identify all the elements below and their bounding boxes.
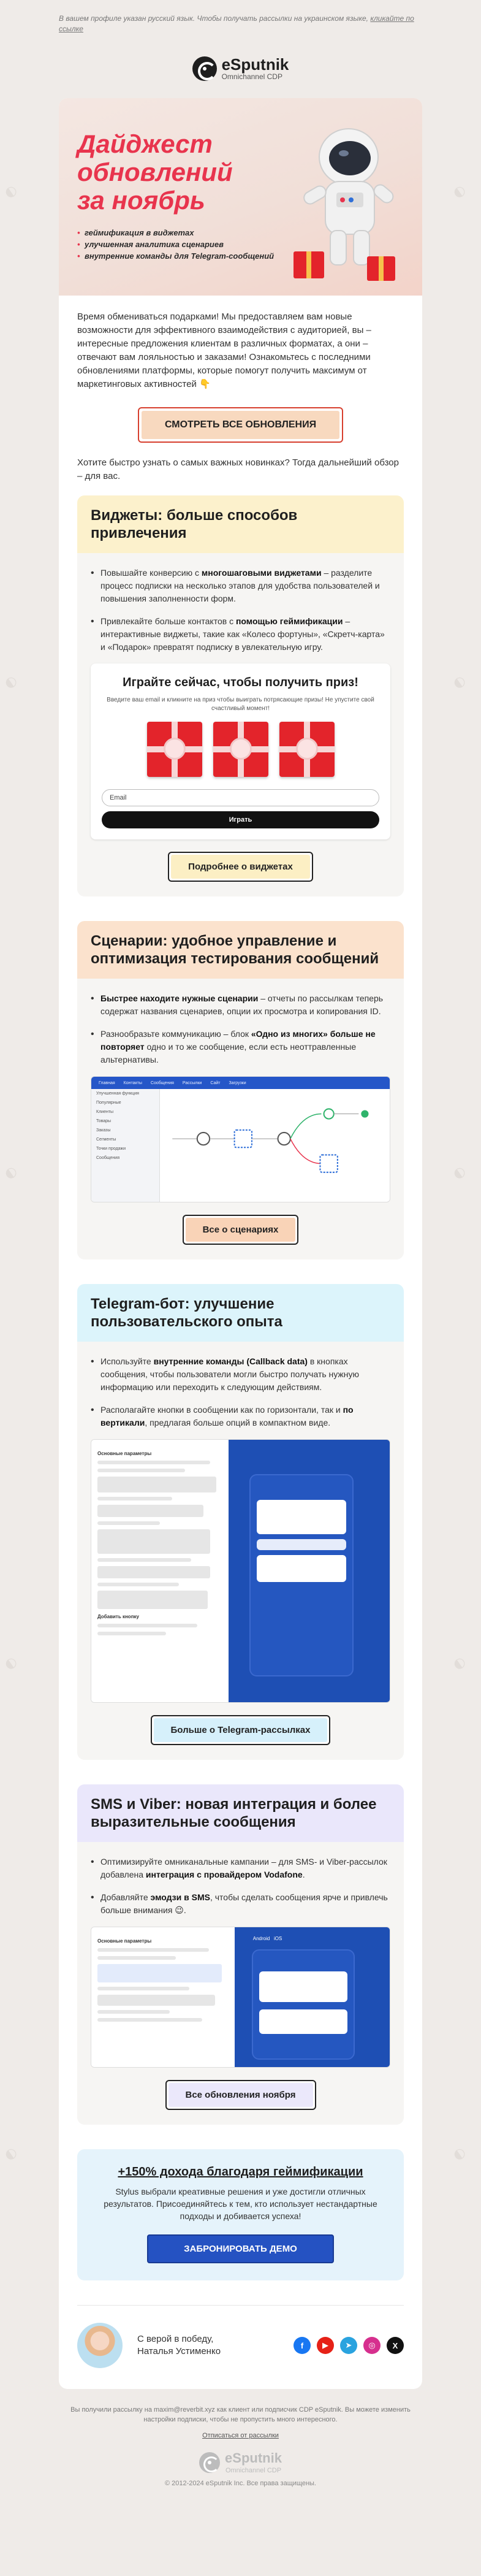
signature-line: С верой в победу, xyxy=(137,2334,214,2344)
subscription-settings-link[interactable]: изменить настройки подписки xyxy=(143,2406,411,2423)
watermark-icon: ◐ xyxy=(1,672,20,692)
scenarios-bullet: • Быстрее находите нужные сценарии – отчеты по рассылкам теперь содержат названия сценариев, опции их просмотра и копирования ID. xyxy=(91,992,390,1018)
social-links xyxy=(294,2337,404,2354)
footer-brand-tagline: Omnichannel CDP xyxy=(225,2467,282,2474)
instagram-icon[interactable]: ◎ xyxy=(363,2337,381,2354)
astronaut-illustration-icon xyxy=(294,120,398,286)
widgets-more-button[interactable] xyxy=(168,852,313,882)
esputnik-logo-icon xyxy=(192,56,217,81)
signature-text xyxy=(137,2333,294,2358)
brand-logo[interactable] xyxy=(0,54,481,83)
gift-box-icon xyxy=(147,722,202,777)
gift-box-icon xyxy=(279,722,335,777)
email-card xyxy=(59,98,422,2389)
telegram-more-button-label: Больше о Telegram-рассылках xyxy=(154,1718,328,1742)
telegram-bullet: • Располагайте кнопки в сообщении как по горизонтали, так и по вертикали, предлагая больше опций в компактном виде. xyxy=(91,1404,390,1429)
brand-name: eSputnik xyxy=(221,55,289,74)
scenario-preview-nav xyxy=(91,1077,390,1089)
widgets-section xyxy=(77,495,404,896)
telegram-phone-preview xyxy=(229,1440,390,1702)
hero-title xyxy=(77,130,233,215)
gift-box-icon xyxy=(213,722,268,777)
widgets-bullet: • Привлекайте больше контактов с помощью геймификации – интерактивные виджеты, такие как «Колесо фортуны», «Скретч-карта» и «Подарок» превратят подписку в увлекательную игру. xyxy=(91,615,390,654)
telegram-preview-settings xyxy=(91,1440,229,1702)
telegram-icon[interactable]: ➤ xyxy=(340,2337,357,2354)
watermark-icon: ◐ xyxy=(450,2144,469,2164)
footer-brand-name: eSputnik xyxy=(225,2450,282,2466)
scenario-nav-item: Сообщения xyxy=(150,1080,174,1085)
watermark-icon: ◐ xyxy=(1,1163,20,1183)
widget-preview-title: Играйте сейчас, чтобы получить приз! xyxy=(123,676,358,689)
brand-tagline: Omnichannel CDP xyxy=(221,72,282,81)
scenarios-section xyxy=(77,921,404,1259)
scenario-flow-diagram-icon xyxy=(160,1089,390,1202)
scenarios-section-title: Сценарии: удобное управление и оптимизация тестирования сообщений xyxy=(77,921,404,979)
preheader-language-link[interactable]: кликайте по ссылке xyxy=(59,14,414,33)
gamification-widget-preview[interactable] xyxy=(91,663,390,839)
esputnik-logo-icon xyxy=(199,2452,220,2473)
youtube-icon[interactable]: ▶ xyxy=(317,2337,334,2354)
footer xyxy=(59,2389,422,2487)
sms-viber-section-title: SMS и Viber: новая интеграция и более выразительные сообщения xyxy=(77,1784,404,1842)
watermark-icon: ◐ xyxy=(450,1163,469,1183)
widget-preview-text: Введите ваш email и кликните на приз чтобы выиграть потрясающие призы! Не упустите свой счастливый момент! xyxy=(107,697,374,712)
all-updates-button-label: СМОТРЕТЬ ВСЕ ОБНОВЛЕНИЯ xyxy=(142,411,339,439)
sms-tab-android: Android xyxy=(252,1936,270,1941)
scenario-preview-sidebar: Улучшенная функция Популярные Клиенты Товары Заказы Сегменты Точки продажи Сообщения xyxy=(91,1089,160,1202)
scenario-nav-item: Загрузки xyxy=(229,1080,246,1085)
sms-editor-preview[interactable] xyxy=(91,1927,390,2068)
unsubscribe-link[interactable] xyxy=(59,2432,422,2439)
scenario-nav-item: Главная xyxy=(99,1080,115,1085)
widgets-more-button-label: Подробнее о виджетах xyxy=(171,855,310,879)
scenarios-bullet: • Разнообразьте коммуникацию – блок «Одно из многих» больше не повторяет одно и то же сообщение, если есть неоттравленные альтернативы. xyxy=(91,1028,390,1066)
copyright: © 2012-2024 eSputnik Inc. Все права защищены. xyxy=(164,2480,316,2487)
sms-preview-settings xyxy=(91,1927,235,2067)
scenarios-more-button[interactable] xyxy=(183,1215,299,1245)
telegram-more-button[interactable] xyxy=(151,1715,331,1745)
widgets-bullet: • Повышайте конверсию с многошаговыми виджетами – разделите процесс подписки на несколько этапов для удобства пользователей и повышения заполненности форм. xyxy=(91,567,390,605)
watermark-icon: ◐ xyxy=(1,2144,20,2164)
watermark-icon: ◐ xyxy=(450,672,469,692)
scenario-nav-item: Контакты xyxy=(123,1080,142,1085)
promo-title[interactable]: +150% дохода благодаря геймификации xyxy=(118,2165,363,2179)
telegram-section-title: Telegram-бот: улучшение пользовательского опыта xyxy=(77,1284,404,1342)
hero-bullet: • внутренние команды для Telegram-сообщений xyxy=(77,250,274,262)
widgets-section-title: Виджеты: больше способов привлечения xyxy=(77,495,404,553)
telegram-editor-preview[interactable] xyxy=(91,1439,390,1703)
hero-title-line: Дайджест xyxy=(77,129,213,158)
book-demo-button[interactable]: ЗАБРОНИРОВАТЬ ДЕМО xyxy=(147,2234,334,2263)
promo-block xyxy=(77,2149,404,2280)
sms-phone-preview xyxy=(235,1927,390,2067)
footer-email-link[interactable]: maxim@reverbit.xyz xyxy=(154,2406,215,2414)
signature xyxy=(77,2305,404,2389)
sms-bullet: • Добавляйте эмодзи в SMS, чтобы сделать сообщения ярче и привлечь больше внимания 😉. xyxy=(91,1891,390,1917)
facebook-icon[interactable]: f xyxy=(294,2337,311,2354)
hero-title-line: обновлений xyxy=(77,158,233,186)
hero-bullet: • улучшенная аналитика сценариев xyxy=(77,239,274,250)
scenario-nav-item: Рассылки xyxy=(182,1080,202,1085)
watermark-icon: ◐ xyxy=(450,182,469,202)
preheader-text: В вашем профиле указан русский язык. Чтобы получать рассылки на украинском языке, xyxy=(59,14,369,23)
sms-all-updates-button-label: Все обновления ноября xyxy=(169,2083,313,2107)
intro-text: Время обмениваться подарками! Мы предоставляем вам новые возможности для эффективного взаимодействия с аудиторией, вы – интересные предложения клиентам в различных форматах, а они – отвечают вам лояльностью и заказами! Ознакомьтесь с последними обновлениями платформы, которые помогут получить максимум от маркетинговых активностей 👇 xyxy=(77,311,371,389)
telegram-bullet: • Используйте внутренние команды (Callback data) в кнопках сообщения, чтобы пользователи могли быстро получать нужную информацию или переходить к следующим действиям. xyxy=(91,1355,390,1394)
sms-viber-section xyxy=(77,1784,404,2125)
footer-note: Вы получили рассылку на maxim@reverbit.xyz как клиент или подписчик CDP eSputnik. Вы можете изменить настройки подписки, чтобы не пропустить много интересного. xyxy=(70,2406,411,2423)
hero-bullet: • геймификация в виджетах xyxy=(77,227,274,239)
sms-preview-label: Основные параметры xyxy=(97,1938,152,1944)
lead-text: Хотите быстро узнать о самых важных новинках? Тогда дальнейший обзор – для вас. xyxy=(77,457,399,481)
promo-text: Stylus выбрали креативные решения и уже достигли отличных результатов. Присоединяйтесь к тем, кто использует нестандартные подходы и добивается успеха! xyxy=(104,2187,377,2221)
gift-boxes xyxy=(102,722,379,777)
unsubscribe-link-label: Отписаться от рассылки xyxy=(202,2432,279,2439)
hero-banner[interactable] xyxy=(59,98,422,296)
sms-all-updates-button[interactable] xyxy=(165,2080,316,2110)
telegram-preview-label: Основные параметры xyxy=(97,1451,152,1456)
scenario-editor-preview[interactable] xyxy=(91,1076,390,1202)
telegram-section xyxy=(77,1284,404,1760)
hero-title-line: за ноябрь xyxy=(77,186,205,215)
x-icon[interactable]: X xyxy=(387,2337,404,2354)
signature-name: Наталья Устименко xyxy=(137,2346,221,2356)
watermark-icon: ◐ xyxy=(1,182,20,202)
sms-tab-ios: iOS xyxy=(274,1936,282,1941)
all-updates-button[interactable] xyxy=(138,407,343,443)
hero-bullets xyxy=(77,227,274,262)
watermark-icon: ◐ xyxy=(1,1653,20,1673)
telegram-preview-add-button: Добавить кнопку xyxy=(97,1614,139,1619)
avatar xyxy=(77,2323,123,2368)
scenarios-more-button-label: Все о сценариях xyxy=(186,1218,296,1242)
sms-bullet: • Оптимизируйте омниканальные кампании – для SMS- и Viber-рассылок добавлена интеграция с провайдером Vodafone. xyxy=(91,1856,390,1881)
preheader xyxy=(59,0,422,34)
scenario-nav-item: Сайт xyxy=(210,1080,221,1085)
widget-email-input: Email xyxy=(102,789,379,806)
watermark-icon: ◐ xyxy=(450,1653,469,1673)
footer-logo[interactable] xyxy=(59,2450,422,2475)
widget-play-button: Играть xyxy=(102,811,379,828)
